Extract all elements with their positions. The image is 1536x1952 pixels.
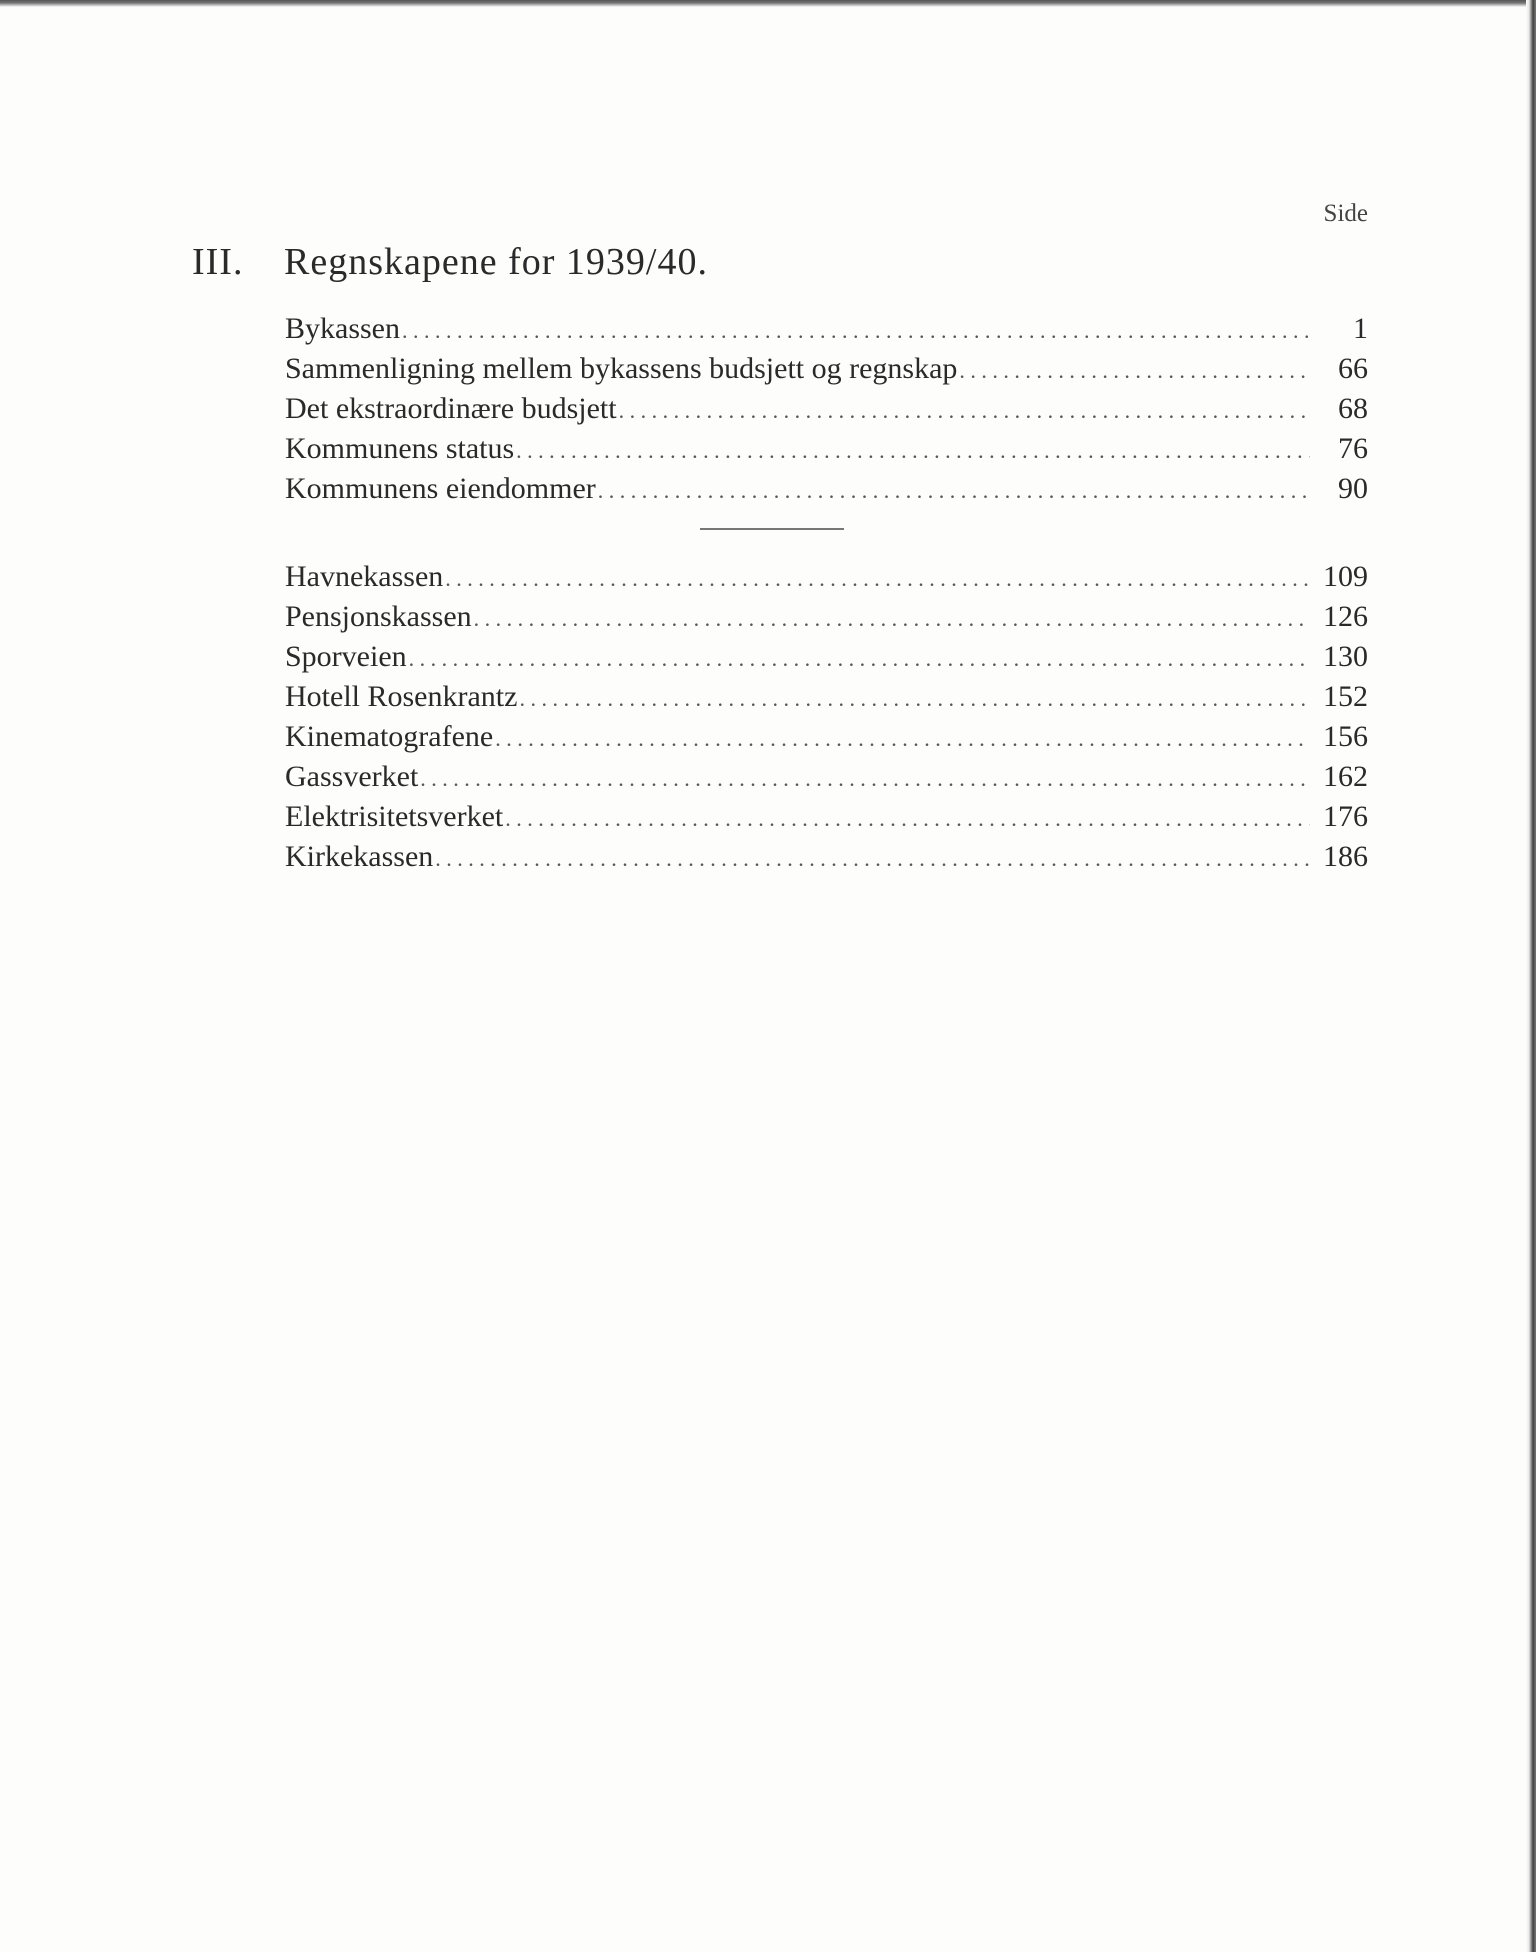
toc-entry-page: 126 [1323, 600, 1368, 633]
toc-entry [285, 349, 1368, 389]
dot-leader [435, 839, 1310, 879]
toc-entry [285, 309, 1368, 349]
dot-leader [619, 391, 1310, 431]
dot-leader [516, 431, 1310, 471]
dot-leader [505, 799, 1310, 839]
toc-entry [285, 389, 1368, 429]
toc-entry-label: Pensjonskassen [285, 600, 472, 633]
toc-entry [285, 797, 1368, 837]
toc-entry-label: Gassverket [285, 760, 419, 793]
dot-leader [474, 599, 1310, 639]
dot-leader [598, 471, 1310, 511]
toc-entry-label: Kommunens status [285, 432, 515, 465]
toc-entry [285, 717, 1368, 757]
toc-entry-label: Hotell Rosenkrantz [285, 680, 518, 713]
toc-entry [285, 637, 1368, 677]
toc-entry-page: 66 [1338, 352, 1368, 385]
toc-entry-page: 76 [1338, 432, 1368, 465]
toc-entry-page: 162 [1323, 760, 1368, 793]
dot-leader [445, 559, 1310, 599]
toc-entry [285, 469, 1368, 509]
toc-entry-page: 1 [1353, 312, 1368, 345]
toc-entry-label: Sammenligning mellem bykassens budsjett og regnskap [285, 352, 958, 385]
toc-entry-label: Sporveien [285, 640, 407, 673]
toc-entry-page: 176 [1323, 800, 1368, 833]
toc-entry-page: 68 [1338, 392, 1368, 425]
section-numeral: III. [192, 241, 244, 283]
toc-entry [285, 677, 1368, 717]
toc-entry-page: 186 [1323, 840, 1368, 873]
toc-entry-label: Bykassen [285, 312, 400, 345]
toc-entry-page: 152 [1323, 680, 1368, 713]
toc-entry [285, 837, 1368, 877]
section-divider [700, 528, 844, 530]
toc-entry-label: Kommunens eiendommer [285, 472, 596, 505]
toc-group-main-accounts [285, 309, 1368, 509]
toc-entry-page: 109 [1323, 560, 1368, 593]
dot-leader [409, 639, 1310, 679]
section-heading [192, 240, 708, 284]
dot-leader [959, 351, 1310, 391]
section-title: Regnskapene for 1939/40. [284, 241, 708, 283]
dot-leader [420, 759, 1310, 799]
toc-entry-label: Elektrisitetsverket [285, 800, 504, 833]
toc-entry [285, 597, 1368, 637]
side-column-label: Side [1323, 200, 1368, 227]
toc-entry-page: 90 [1338, 472, 1368, 505]
toc-group-enterprises [285, 557, 1368, 877]
scan-top-edge [0, 0, 1536, 7]
toc-entry-label: Det ekstraordinære budsjett [285, 392, 617, 425]
toc-entry-label: Havnekassen [285, 560, 444, 593]
toc-entry [285, 429, 1368, 469]
toc-entry [285, 757, 1368, 797]
toc-entry-page: 156 [1323, 720, 1368, 753]
toc-entry [285, 557, 1368, 597]
dot-leader [402, 311, 1310, 351]
toc-entry-label: Kinematografene [285, 720, 494, 753]
scan-right-edge [1526, 0, 1536, 1952]
toc-entry-page: 130 [1323, 640, 1368, 673]
dot-leader [519, 679, 1310, 719]
toc-entry-label: Kirkekassen [285, 840, 434, 873]
dot-leader [495, 719, 1310, 759]
